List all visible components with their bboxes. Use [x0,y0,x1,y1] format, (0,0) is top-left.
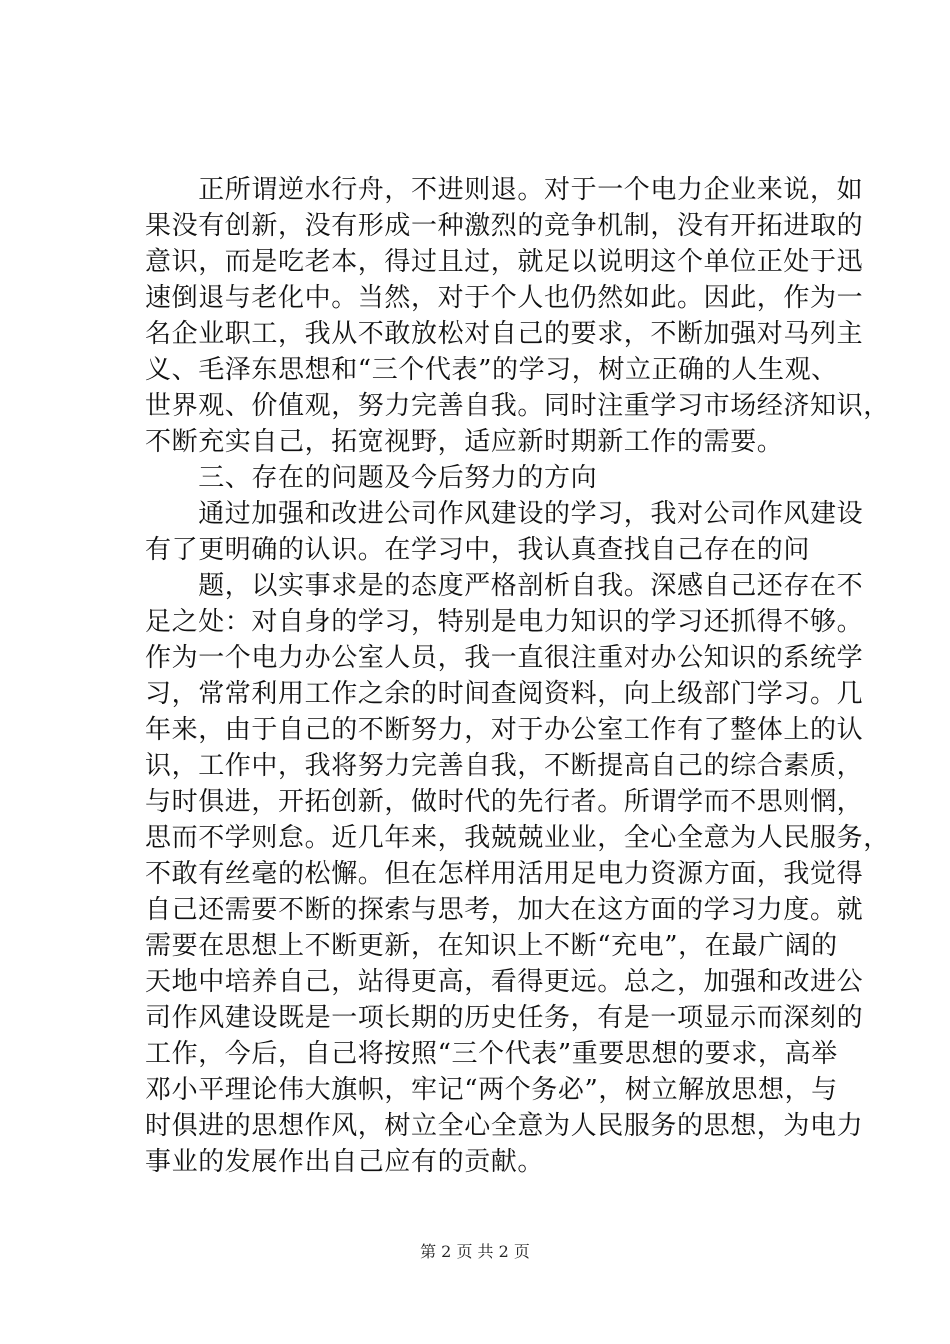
text-line: 年来，由于自己的不断努力，对于办公室工作有了整体上的认 [145,715,864,745]
text-line: 果没有创新，没有形成一种激烈的竞争机制，没有开拓进取的 [145,211,864,241]
page-footer: 第 2 页 共 2 页 [420,1242,530,1261]
text-line: 不敢有丝毫的松懈。但在怎样用活用足电力资源方面，我觉得 [145,859,864,889]
text-line: 义、毛泽东思想和“三个代表”的学习，树立正确的人生观、 [145,355,838,385]
text-line: 自己还需要不断的探索与思考，加大在这方面的学习力度。就 [145,895,864,925]
text-line: 足之处：对自身的学习，特别是电力知识的学习还抓得不够。 [145,607,864,637]
text-line: 邓小平理论伟大旗帜，牢记“两个务必”，树立解放思想，与 [145,1075,838,1105]
text-line: 有了更明确的认识。在学习中，我认真查找自己存在的问 [145,535,811,565]
text-line: 识，工作中，我将努力完善自我，不断提高自己的综合素质， [145,751,864,781]
text-line: 天地中培养自己，站得更高，看得更远。总之，加强和改进公 [145,967,864,997]
text-line: 通过加强和改进公司作风建设的学习，我对公司作风建设 [145,499,864,529]
text-line: 与时俱进，开拓创新，做时代的先行者。所谓学而不思则惘， [145,787,864,817]
text-line: 事业的发展作出自己应有的贡献。 [145,1147,545,1177]
text-line: 作为一个电力办公室人员，我一直很注重对办公知识的系统学 [145,643,864,673]
text-line: 思而不学则怠。近几年来，我兢兢业业，全心全意为人民服务， [145,823,890,853]
section-heading: 三、存在的问题及今后努力的方向 [145,463,598,493]
text-line: 意识，而是吃老本，得过且过，就足以说明这个单位正处于迅 [145,247,864,277]
text-line: 世界观、价值观，努力完善自我。同时注重学习市场经济知识， [145,391,890,421]
text-line: 需要在思想上不断更新，在知识上不断“充电”，在最广阔的 [145,931,838,961]
text-line: 不断充实自己，拓宽视野，适应新时期新工作的需要。 [145,427,784,457]
text-line: 速倒退与老化中。当然，对于个人也仍然如此。因此，作为一 [145,283,864,313]
text-line: 时俱进的思想作风，树立全心全意为人民服务的思想，为电力 [145,1111,864,1141]
text-line: 工作，今后，自己将按照“三个代表”重要思想的要求，高举 [145,1039,838,1069]
text-line: 题，以实事求是的态度严格剖析自我。深感自己还存在不 [145,571,864,601]
text-line: 正所谓逆水行舟，不进则退。对于一个电力企业来说，如 [145,175,864,205]
text-line: 习，常常利用工作之余的时间查阅资料，向上级部门学习。几 [145,679,864,709]
text-line: 名企业职工，我从不敢放松对自己的要求，不断加强对马列主 [145,319,864,349]
text-line: 司作风建设既是一项长期的历史任务，有是一项显示而深刻的 [145,1003,864,1033]
